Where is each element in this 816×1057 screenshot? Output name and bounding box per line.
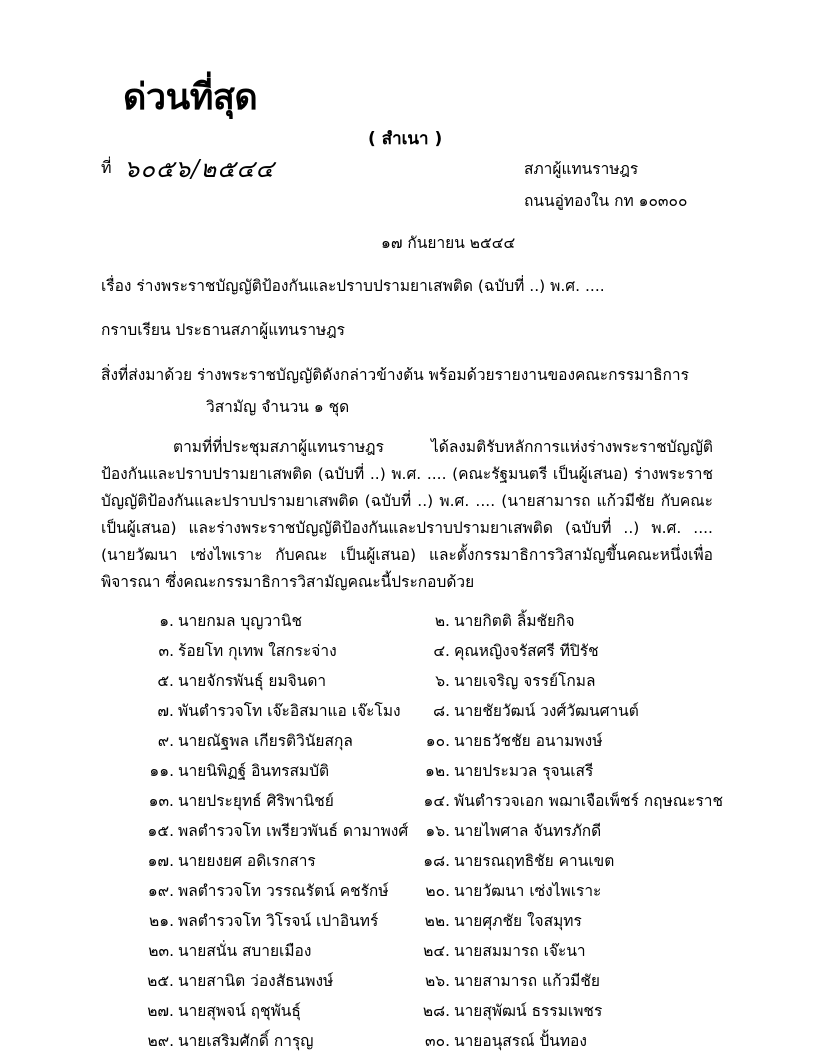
member-number: ๑๗. xyxy=(147,852,174,870)
member-row xyxy=(0,758,816,786)
member-number: ๒๖. xyxy=(425,972,450,990)
member-item xyxy=(414,788,723,814)
member-item xyxy=(138,698,401,724)
member-item xyxy=(414,638,599,664)
member-item xyxy=(414,818,601,844)
member-name: นายสนั่น สบายเมือง xyxy=(178,942,312,960)
member-name: นายเสริมศักดิ์ การุญ xyxy=(178,1032,314,1050)
member-name: นายประยุทธ์ ศิริพานิชย์ xyxy=(178,792,334,810)
member-number: ๗. xyxy=(157,702,174,720)
member-name: นายสุพัฒน์ ธรรมเพชร xyxy=(454,1002,603,1020)
letter-date: ๑๗ กันยายน ๒๕๔๔ xyxy=(381,234,516,252)
member-item xyxy=(414,608,575,634)
member-row xyxy=(0,1028,816,1056)
member-row xyxy=(0,938,816,966)
member-name: คุณหญิงจรัสศรี ทีปิรัช xyxy=(454,642,599,660)
member-item xyxy=(414,878,601,904)
sender-address: ถนนอู่ทองใน กท ๑๐๓๐๐ xyxy=(524,192,688,210)
member-name: นายนิพิฏฐ์ อินทรสมบัติ xyxy=(178,762,330,780)
member-item xyxy=(138,668,326,694)
enclosure-line-1: สิ่งที่ส่งมาด้วย ร่างพระราชบัญญัติดังกล่าวข้างต้น พร้อมด้วยรายงานของคณะกรรมาธิการ xyxy=(101,366,689,384)
member-name: นายยงยศ อดิเรกสาร xyxy=(178,852,316,870)
body-text: ตามที่ที่ประชุมสภาผู้แทนราษฎร ได้ลงมติรับหลักการแห่งร่างพระราชบัญญัติป้องกันและปราบปรามยาเสพติด (ฉบับที่ ..) พ.ศ. .... (คณะรัฐมนตรี เป็นผู้เสนอ) ร่างพระราชบัญญัติป้องกันและปราบปรามยาเสพติด (ฉบับที่ ..) พ.ศ. .... (นายสามารถ แก้วมีชัย กับคณะ เป็นผู้เสนอ) และร่างพระราชบัญญัติป้องกันและปราบปรามยาเสพติด (ฉบับที่ ..) พ.ศ. .... (นายวัฒนา เซ่งไพเราะ กับคณะ เป็นผู้เสนอ) และตั้งกรรมาธิการวิสามัญขึ้นคณะหนึ่งเพื่อพิจารณา ซึ่งคณะกรรมาธิการวิสามัญคณะนี้ประกอบด้วย xyxy=(101,438,713,591)
member-row xyxy=(0,818,816,846)
member-number: ๔. xyxy=(433,642,450,660)
member-number: ๓. xyxy=(158,642,174,660)
member-item xyxy=(138,638,337,664)
member-number: ๑๖. xyxy=(425,822,450,840)
member-row xyxy=(0,998,816,1026)
member-row xyxy=(0,908,816,936)
member-row xyxy=(0,848,816,876)
member-row xyxy=(0,638,816,666)
member-name: นายธวัชชัย อนามพงษ์ xyxy=(454,732,603,750)
subject-line: เรื่อง ร่างพระราชบัญญัติป้องกันและปราบปรามยาเสพติด (ฉบับที่ ..) พ.ศ. .... xyxy=(101,277,605,295)
member-name: นายชัยวัฒน์ วงศ์วัฒนศานต์ xyxy=(454,702,639,720)
member-name: พลตำรวจโท วิโรจน์ เปาอินทร์ xyxy=(178,912,379,930)
member-item xyxy=(138,878,389,904)
member-name: ร้อยโท กุเทพ ใสกระจ่าง xyxy=(178,642,337,660)
member-item xyxy=(414,698,639,724)
member-name: พลตำรวจโท วรรณรัตน์ คชรักษ์ xyxy=(178,882,389,900)
member-name: นายศุภชัย ใจสมุทร xyxy=(454,912,582,930)
member-name: นายสานิต ว่องสัธนพงษ์ xyxy=(178,972,334,990)
member-name: นายณัฐพล เกียรติวินัยสกุล xyxy=(178,732,353,750)
member-number: ๑๔. xyxy=(423,792,450,810)
member-item xyxy=(414,848,614,874)
member-row xyxy=(0,878,816,906)
member-number: ๑๐. xyxy=(425,732,450,750)
member-item xyxy=(138,998,301,1024)
member-item xyxy=(414,668,595,694)
sender-organization: สภาผู้แทนราษฎร xyxy=(524,160,639,178)
member-item xyxy=(138,1028,314,1054)
member-number: ๒๒. xyxy=(424,912,450,930)
member-number: ๑๒. xyxy=(425,762,450,780)
member-number: ๒๓. xyxy=(148,942,174,960)
body-paragraph xyxy=(101,434,713,596)
member-name: พลตำรวจโท เพรียวพันธ์ ดามาพงศ์ xyxy=(178,822,409,840)
member-item xyxy=(138,818,408,844)
member-item xyxy=(138,608,302,634)
member-name: นายกมล บุญวานิช xyxy=(178,612,302,630)
urgency-heading: ด่วนที่สุด xyxy=(123,77,258,118)
member-name: นายสมมารถ เจ๊ะนา xyxy=(454,942,586,960)
member-number: ๓๐. xyxy=(425,1032,450,1050)
member-row xyxy=(0,698,816,726)
member-number: ๘. xyxy=(433,702,450,720)
member-name: นายไพศาล จันทรภักดี xyxy=(454,822,602,840)
member-name: นายประมวล รุจนเสรี xyxy=(454,762,594,780)
member-item xyxy=(138,728,353,754)
member-number: ๒๙. xyxy=(147,1032,174,1050)
member-name: นายเจริญ จรรย์โกมล xyxy=(454,672,596,690)
member-number: ๑. xyxy=(159,612,174,630)
member-item xyxy=(414,908,582,934)
member-item xyxy=(414,968,600,994)
member-row xyxy=(0,728,816,756)
member-number: ๒๕. xyxy=(147,972,174,990)
member-row xyxy=(0,788,816,816)
doc-number-label: ที่ xyxy=(101,158,112,177)
enclosure-line-2: วิสามัญ จำนวน ๑ ชุด xyxy=(206,398,350,416)
member-name: นายอนุสรณ์ ปั้นทอง xyxy=(454,1032,587,1050)
salutation: กราบเรียน ประธานสภาผู้แทนราษฎร xyxy=(101,321,345,339)
copy-mark: ( สำเนา ) xyxy=(368,129,443,149)
member-name: นายกิตติ ลิ้มชัยกิจ xyxy=(454,612,575,630)
member-item xyxy=(138,848,316,874)
member-number: ๖. xyxy=(435,672,450,690)
member-number: ๑๓. xyxy=(148,792,174,810)
member-number: ๑๙. xyxy=(147,882,174,900)
member-item xyxy=(138,788,334,814)
member-name: นายจักรพันธุ์ ยมจินดา xyxy=(178,672,327,690)
member-number: ๒๐. xyxy=(425,882,450,900)
member-name: นายสามารถ แก้วมีชัย xyxy=(454,972,601,990)
member-row xyxy=(0,968,816,996)
member-number: ๒๑. xyxy=(149,912,174,930)
member-name: นายสุพจน์ ฤชุพันธุ์ xyxy=(178,1002,301,1020)
member-number: ๙. xyxy=(157,732,174,750)
member-item xyxy=(414,938,586,964)
member-number: ๑๕. xyxy=(147,822,174,840)
member-name: พันตำรวจโท เจ๊ะอิสมาแอ เจ๊ะโมง xyxy=(178,702,401,720)
doc-number: ๖๐๕๖/๒๕๔๔ xyxy=(124,155,275,183)
member-number: ๒๘. xyxy=(422,1002,450,1020)
member-item xyxy=(414,758,593,784)
member-item xyxy=(138,908,378,934)
member-name: นายรณฤทธิชัย คานเขต xyxy=(454,852,615,870)
member-name: นายวัฒนา เซ่งไพเราะ xyxy=(454,882,602,900)
member-number: ๒๔. xyxy=(423,942,450,960)
member-name: พันตำรวจเอก พฌาเจือเพ็ชร์ กฤษณะราช xyxy=(454,792,723,810)
member-item xyxy=(138,938,311,964)
member-number: ๑๑. xyxy=(149,762,174,780)
member-row xyxy=(0,608,816,636)
member-row xyxy=(0,668,816,696)
member-item xyxy=(138,968,333,994)
member-item xyxy=(414,998,602,1024)
member-item xyxy=(414,1028,587,1054)
member-item xyxy=(414,728,602,754)
member-number: ๕. xyxy=(157,672,174,690)
member-number: ๒. xyxy=(434,612,450,630)
member-number: ๒๗. xyxy=(147,1002,174,1020)
member-item xyxy=(138,758,329,784)
member-number: ๑๘. xyxy=(423,852,450,870)
